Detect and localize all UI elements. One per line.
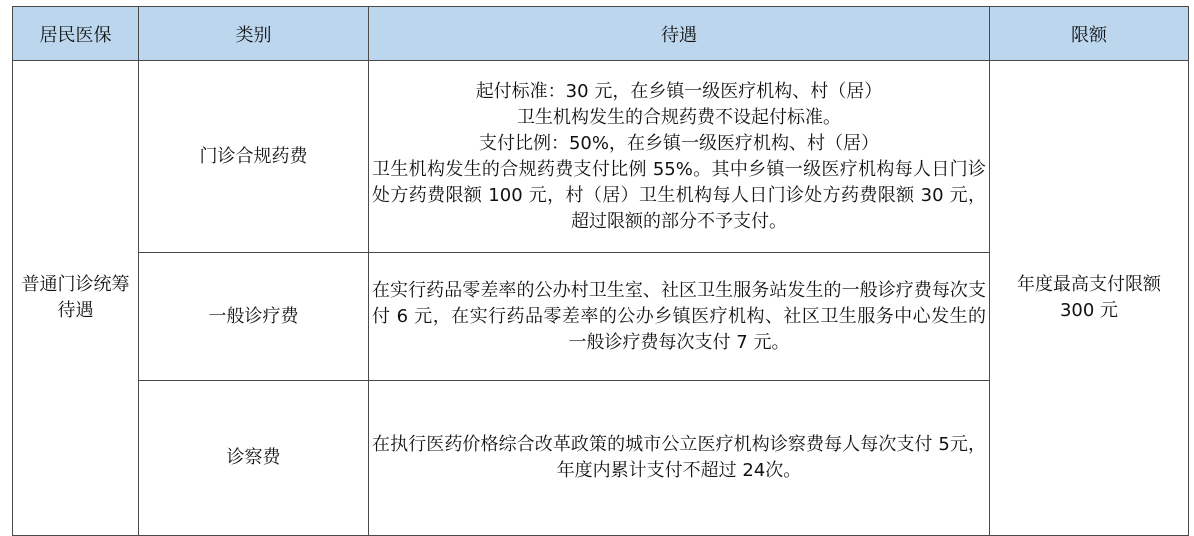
table-header-row (13, 7, 1189, 61)
header-category: 类别 (139, 7, 369, 61)
benefit-cell (369, 61, 990, 253)
benefit-line: 支付比例：50%，在乡镇一级医疗机构、村（居） (478, 132, 879, 154)
limit-line: 年度最高支付限额 (1017, 274, 1161, 295)
header-benefit: 待遇 (369, 7, 990, 61)
category-cell: 门诊合规药费 (139, 61, 369, 253)
category-cell: 一般诊疗费 (139, 253, 369, 381)
limit-amount: 300 元 (1059, 300, 1119, 321)
scheme-label: 普通门诊统筹待遇 (21, 274, 130, 321)
header-limit: 限额 (990, 7, 1189, 61)
benefit-line: 卫生机构发生的合规药费支付比例 55%。其中乡镇一级医疗机构每人日门诊处方药费限额 100 元，村（居）卫生机构每人日门诊处方药费限额 30 元，超过限额的部分不予支付。 (372, 158, 986, 232)
table-row (13, 61, 1189, 253)
benefit-cell (369, 381, 990, 536)
benefit-cell (369, 253, 990, 381)
scheme-cell (13, 61, 139, 536)
category-cell: 诊察费 (139, 381, 369, 536)
header-scheme: 居民医保 (13, 7, 139, 61)
benefit-line: 卫生机构发生的合规药费不设起付标准。 (517, 106, 841, 128)
limit-cell (990, 61, 1189, 536)
benefit-line: 起付标准：30 元，在乡镇一级医疗机构、村（居） (475, 80, 883, 102)
benefit-table (12, 6, 1189, 536)
benefit-text: 在实行药品零差率的公办村卫生室、社区卫生服务站发生的一般诊疗费每次支付 6 元，在实行药品零差率的公办乡镇医疗机构、社区卫生服务中心发生的一般诊疗费每次支付 7 元。 (372, 279, 986, 353)
benefit-text: 在执行医药价格综合改革政策的城市公立医疗机构诊察费每人每次支付 5元，年度内累计支付不超过 24次。 (372, 434, 986, 481)
